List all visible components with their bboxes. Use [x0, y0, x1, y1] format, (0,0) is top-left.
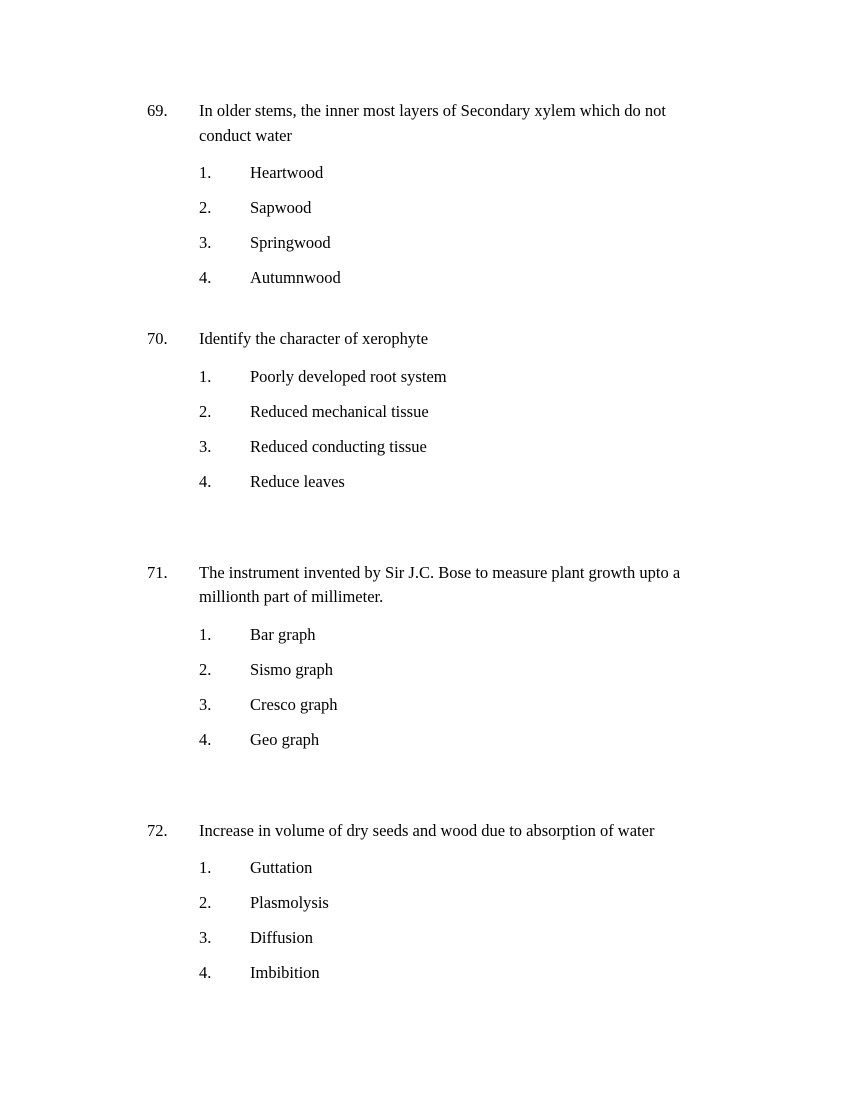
question-number: 69.	[147, 101, 168, 120]
option-label: Reduced conducting tissue	[250, 436, 427, 456]
option-label: Reduce leaves	[250, 471, 345, 491]
option-label: Reduced mechanical tissue	[250, 401, 429, 421]
option-item[interactable]	[147, 231, 703, 266]
option-list	[147, 161, 703, 301]
question-row	[147, 561, 703, 610]
option-number: 2.	[199, 893, 212, 912]
question-row	[147, 819, 703, 844]
option-number: 3.	[199, 436, 212, 456]
option-number: 1.	[199, 624, 212, 644]
option-item[interactable]	[147, 435, 703, 470]
option-label: Sismo graph	[250, 659, 333, 679]
option-label: Heartwood	[250, 163, 324, 182]
question-block	[147, 819, 703, 997]
option-label: Guttation	[250, 858, 313, 877]
question-list	[147, 99, 703, 996]
option-item[interactable]	[147, 728, 703, 763]
option-item[interactable]	[147, 400, 703, 435]
question-text: In older stems, the inner most layers of Secondary xylem which do not conduct water	[199, 101, 666, 145]
question-row	[147, 327, 703, 352]
option-item[interactable]	[147, 161, 703, 196]
option-item[interactable]	[147, 961, 703, 996]
option-label: Springwood	[250, 233, 331, 252]
option-number: 3.	[199, 928, 212, 947]
option-item[interactable]	[147, 693, 703, 728]
option-label: Cresco graph	[250, 694, 338, 714]
question-number: 72.	[147, 820, 168, 840]
option-number: 1.	[199, 858, 212, 877]
question-block	[147, 327, 703, 505]
option-list	[147, 365, 703, 505]
option-number: 3.	[199, 233, 212, 252]
option-item[interactable]	[147, 926, 703, 961]
option-list	[147, 856, 703, 996]
option-number: 4.	[199, 268, 212, 287]
option-item[interactable]	[147, 470, 703, 505]
option-item[interactable]	[147, 658, 703, 693]
question-block	[147, 99, 703, 301]
option-number: 4.	[199, 963, 212, 982]
question-number: 71.	[147, 562, 168, 582]
option-label: Autumnwood	[250, 268, 341, 287]
question-text: Increase in volume of dry seeds and wood due to absorption of water	[199, 820, 655, 840]
option-number: 1.	[199, 366, 212, 386]
option-label: Plasmolysis	[250, 893, 329, 912]
option-number: 4.	[199, 729, 212, 749]
option-label: Geo graph	[250, 729, 320, 749]
option-item[interactable]	[147, 623, 703, 658]
question-row	[147, 99, 703, 148]
option-number: 2.	[199, 659, 212, 679]
option-number: 2.	[199, 198, 212, 217]
option-number: 4.	[199, 471, 212, 491]
question-number: 70.	[147, 329, 168, 348]
question-text: Identify the character of xerophyte	[199, 329, 429, 348]
option-item[interactable]	[147, 266, 703, 301]
option-label: Imbibition	[250, 963, 320, 982]
question-block	[147, 561, 703, 763]
question-text: The instrument invented by Sir J.C. Bose to measure plant growth upto a millionth part of millimeter.	[199, 562, 681, 606]
option-item[interactable]	[147, 891, 703, 926]
option-label: Diffusion	[250, 928, 313, 947]
option-number: 1.	[199, 163, 212, 182]
option-label: Bar graph	[250, 624, 316, 644]
option-label: Poorly developed root system	[250, 366, 447, 386]
option-item[interactable]	[147, 856, 703, 891]
option-item[interactable]	[147, 196, 703, 231]
option-number: 2.	[199, 401, 212, 421]
option-item[interactable]	[147, 365, 703, 400]
option-number: 3.	[199, 694, 212, 714]
option-list	[147, 623, 703, 763]
option-label: Sapwood	[250, 198, 312, 217]
